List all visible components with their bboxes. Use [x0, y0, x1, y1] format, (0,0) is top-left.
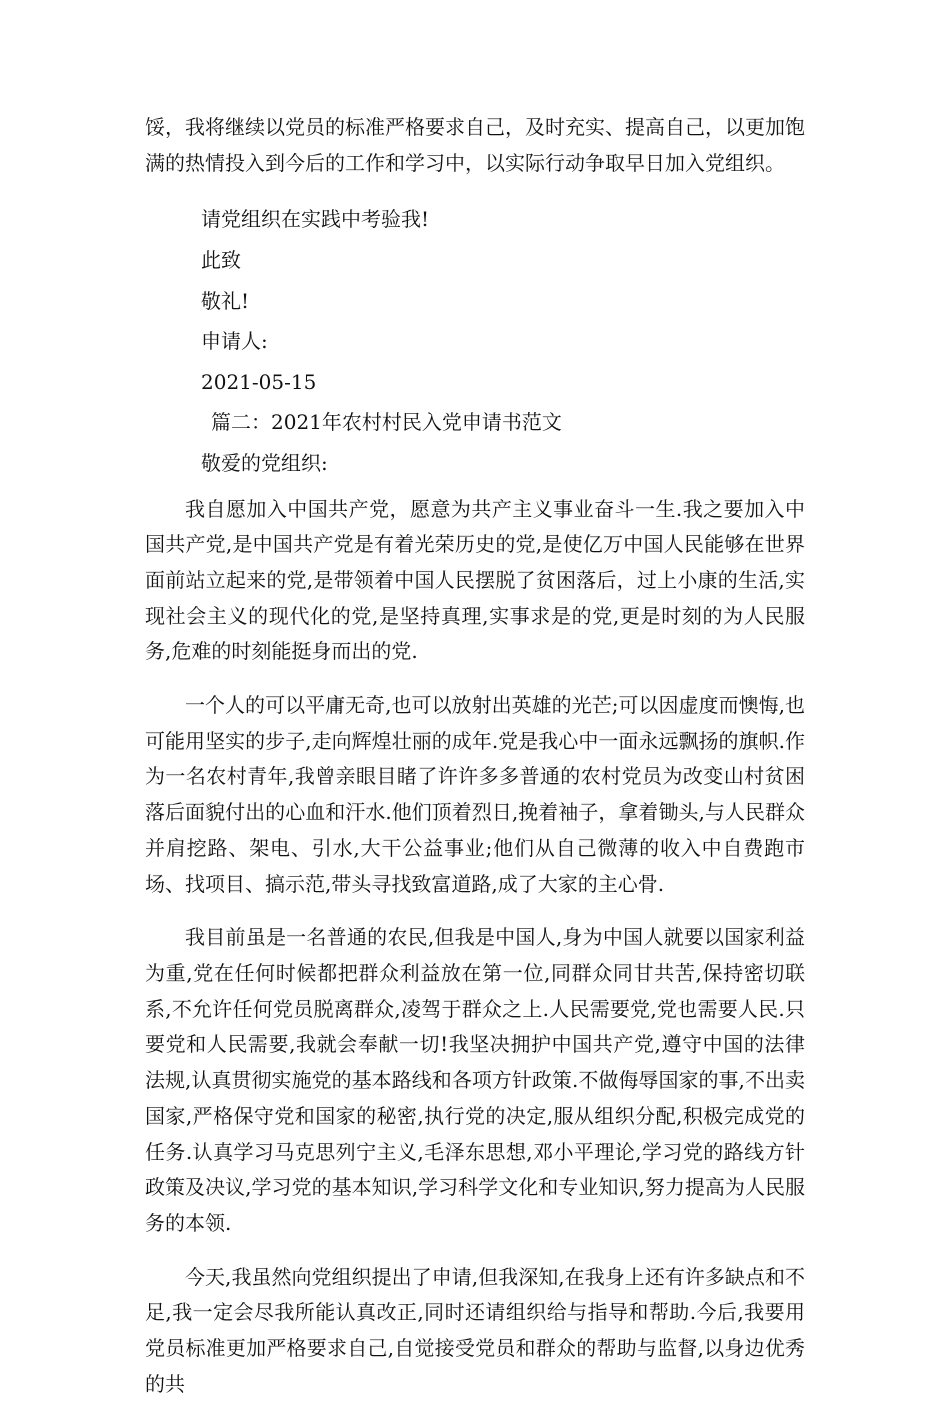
- applicant-label: 申请人:: [201, 329, 268, 354]
- body-paragraph: 一个人的可以平庸无奇,也可以放射出英雄的光芒;可以因虚度而懊悔,也可能用坚实的步子,走向辉煌壮丽的成年.党是我心中一面永远飘扬的旗帜.作为一名农村青年,我曾亲眼目睹了许许多多普通的农村党员为改变山村贫困落后面貌付出的心血和汗水.他们顶着烈日,挽着袖子，拿着锄头,与人民群众并肩挖路、架电、引水,大干公益事业;他们从自己微薄的收入中自费跑市场、找项目、搞示范,带头寻找致富道路,成了大家的主心骨.: [145, 693, 805, 896]
- closing-request: 请党组织在实践中考验我!: [201, 207, 430, 232]
- greeting: 敬爱的党组织:: [201, 450, 328, 475]
- section-title: 篇二：2021年农村村民入党申请书范文: [211, 410, 562, 435]
- opening-fragment-paragraph: 馁，我将继续以党员的标准严格要求自己，及时充实、提高自己，以更加饱满的热情投入到今后的工作和学习中，以实际行动争取早日加入党组织。: [145, 115, 805, 175]
- closing-regards: 此致: [201, 248, 241, 272]
- application-date: 2021-05-15: [201, 369, 317, 394]
- body-paragraph: 我自愿加入中国共产党，愿意为共产主义事业奋斗一生.我之要加入中国共产党,是中国共产党是有着光荣历史的党,是使亿万中国人民能够在世界面前站立起来的党,是带领着中国人民摆脱了贫困落后，过上小康的生活,实现社会主义的现代化的党,是坚持真理,实事求是的党,更是时刻的为人民服务,危难的时刻能挺身而出的党.: [145, 496, 805, 664]
- body-paragraph: 我目前虽是一名普通的农民,但我是中国人,身为中国人就要以国家利益为重,党在任何时候都把群众利益放在第一位,同群众同甘共苦,保持密切联系,不允许任何党员脱离群众,凌驾于群众之上.人民需要党,党也需要人民.只要党和人民需要,我就会奉献一切!我坚决拥护中国共产党,遵守中国的法律法规,认真贯彻实施党的基本路线和各项方针政策.不做侮辱国家的事,不出卖国家,严格保守党和国家的秘密,执行党的决定,服从组织分配,积极完成党的任务.认真学习马克思列宁主义,毛泽东思想,邓小平理论,学习党的路线方针政策及决议,学习党的基本知识,学习科学文化和专业知识,努力提高为人民服务的本领.: [145, 925, 805, 1235]
- closing-salute: 敬礼!: [201, 288, 250, 313]
- document-body: [145, 110, 805, 1420]
- body-paragraph: 今天,我虽然向党组织提出了申请,但我深知,在我身上还有许多缺点和不足,我一定会尽我所能认真改正,同时还请组织给与指导和帮助.今后,我要用党员标准更加严格要求自己,自觉接受党员和群众的帮助与监督,以身边优秀的共: [145, 1264, 805, 1396]
